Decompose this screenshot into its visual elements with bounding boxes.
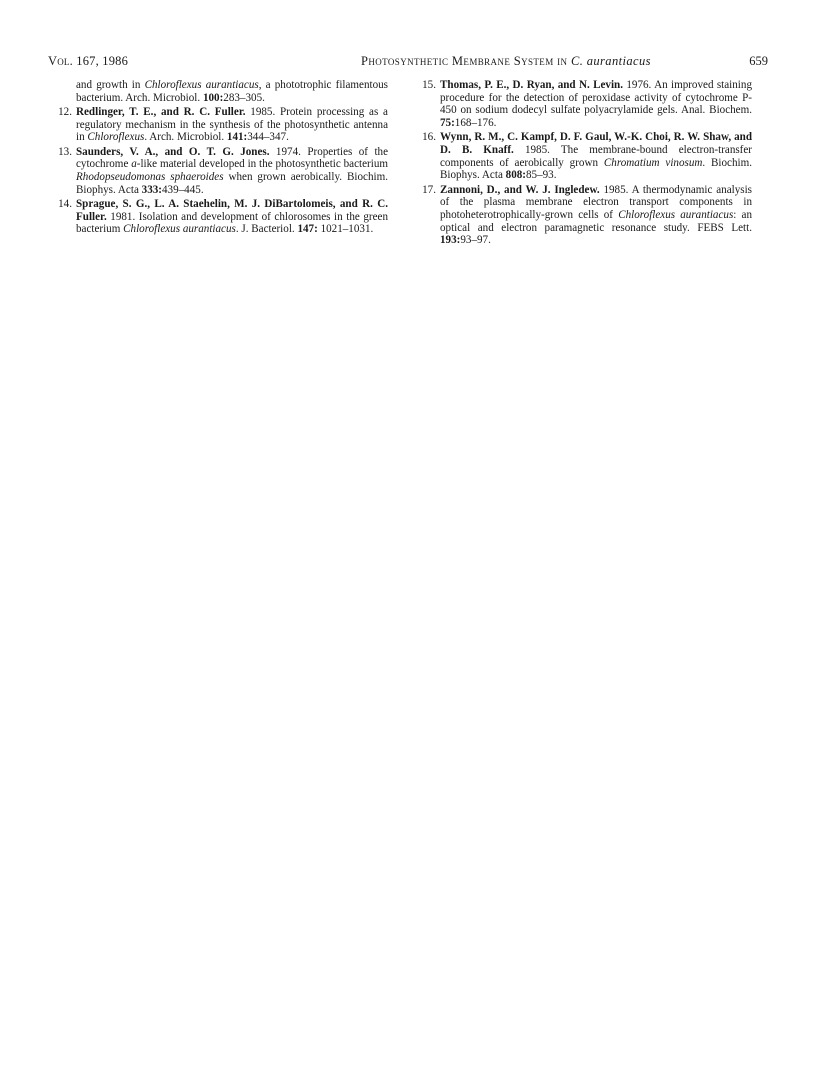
ref-pages: 93–97.	[460, 234, 491, 247]
ref-number: 12.	[58, 105, 72, 118]
ref-pages: 344–347.	[247, 131, 289, 144]
reference-12	[54, 106, 388, 144]
ref-species: Chromatium vinosum	[603, 156, 703, 169]
ref-species: Chloroflexus aurantiacus	[618, 209, 734, 222]
ref-authors: Sprague, S. G., L. A. Staehelin, M. J. DiBartolomeis, and R. C. Fuller.	[76, 197, 388, 223]
ref-text: when grown aerobically. Biochim. Biophys. Acta	[76, 170, 388, 196]
journal-volume: Vol. 167, 1986	[48, 54, 129, 68]
reference-17	[418, 184, 752, 248]
ref-text: 1985. The membrane-bound electron-transfer components of aerobically grown	[440, 144, 752, 169]
ref-text: 1985. A thermodynamic analysis of the plasma membrane electron transport components in photoheterotrophically-grown cells of	[440, 183, 752, 222]
reference-column-left	[54, 79, 388, 237]
page-number: 659	[749, 54, 768, 68]
ref-text: and growth in	[76, 79, 145, 91]
ref-text: . Biochim. Biophys. Acta	[440, 156, 752, 182]
ref-authors: Thomas, P. E., D. Ryan, and N. Levin.	[440, 79, 623, 91]
ref-species: Chloroflexus aurantiacus	[144, 79, 259, 91]
ref-volume: 75:	[440, 117, 455, 130]
running-header	[48, 53, 768, 69]
ref-volume: 100:	[202, 91, 224, 104]
ref-pages: 439–445.	[161, 183, 204, 196]
ref-text: 1976. An improved staining procedure for the detection of peroxidase activity of cytochrome P-450 on sodium dodecyl sulfate polyacrylamide gels. Anal. Biochem.	[440, 79, 752, 117]
ref-volume: 808:	[505, 169, 526, 182]
ref-species: Chloroflexus aurantiacus	[123, 223, 236, 236]
ref-text: 1985. Protein processing as a regulatory mechanism in the synthesis of the photosynthetic antenna in	[76, 105, 388, 144]
running-title-text: Photosynthetic Membrane System in	[361, 54, 571, 68]
ref-authors: Saunders, V. A., and O. T. G. Jones.	[76, 145, 270, 158]
ref-pages: 1021–1031.	[317, 223, 374, 236]
ref-text: 1974. Properties of the cytochrome	[76, 145, 388, 171]
ref-number: 14.	[58, 197, 72, 210]
ref-species: Rhodopseudomonas sphaeroides	[76, 170, 224, 183]
ref-text: -like material developed in the photosynthetic bacterium	[136, 158, 388, 171]
ref-number: 17.	[422, 183, 436, 196]
ref-body	[76, 198, 388, 236]
ref-pages: 168–176.	[454, 117, 497, 130]
ref-species: Chloroflexus	[87, 131, 145, 144]
ref-number: 13.	[58, 145, 72, 158]
ref-text: 1981. Isolation and development of chlorosomes in the green bacterium	[76, 210, 388, 236]
ref-text: . Arch. Microbiol.	[144, 131, 227, 144]
running-title-species: C. aurantiacus	[570, 54, 651, 68]
ref-volume: 141:	[226, 131, 248, 144]
reference-continuation	[54, 79, 388, 104]
ref-text: , a phototrophic filamentous bacterium. Arch. Microbiol.	[76, 79, 388, 104]
ref-body	[76, 146, 388, 197]
ref-number: 16.	[422, 131, 436, 144]
ref-text: . J. Bacteriol.	[235, 223, 298, 236]
ref-body	[440, 184, 752, 248]
ref-pages: 85–93.	[525, 169, 557, 182]
ref-body	[440, 79, 752, 130]
ref-number: 15.	[422, 79, 436, 91]
reference-15	[418, 79, 752, 130]
reference-13	[54, 146, 388, 197]
ref-volume: 147:	[297, 223, 318, 236]
ref-text: : an optical and electron paramagnetic resonance study. FEBS Lett.	[440, 209, 753, 234]
ref-authors: Zannoni, D., and W. J. Ingledew.	[440, 183, 600, 196]
ref-authors: Redlinger, T. E., and R. C. Fuller.	[76, 105, 246, 118]
ref-italic: a	[131, 158, 137, 171]
ref-authors: Wynn, R. M., C. Kampf, D. F. Gaul, W.-K. Choi, R. W. Shaw, and D. B. Knaff.	[440, 131, 752, 157]
running-title	[361, 53, 651, 69]
ref-volume: 193:	[440, 234, 461, 247]
reference-column-right	[418, 79, 752, 249]
ref-body	[440, 131, 752, 182]
ref-body	[76, 106, 388, 144]
reference-14	[54, 198, 388, 236]
ref-volume: 333:	[141, 183, 162, 196]
ref-pages: 283–305.	[223, 91, 265, 104]
reference-16	[418, 131, 752, 182]
